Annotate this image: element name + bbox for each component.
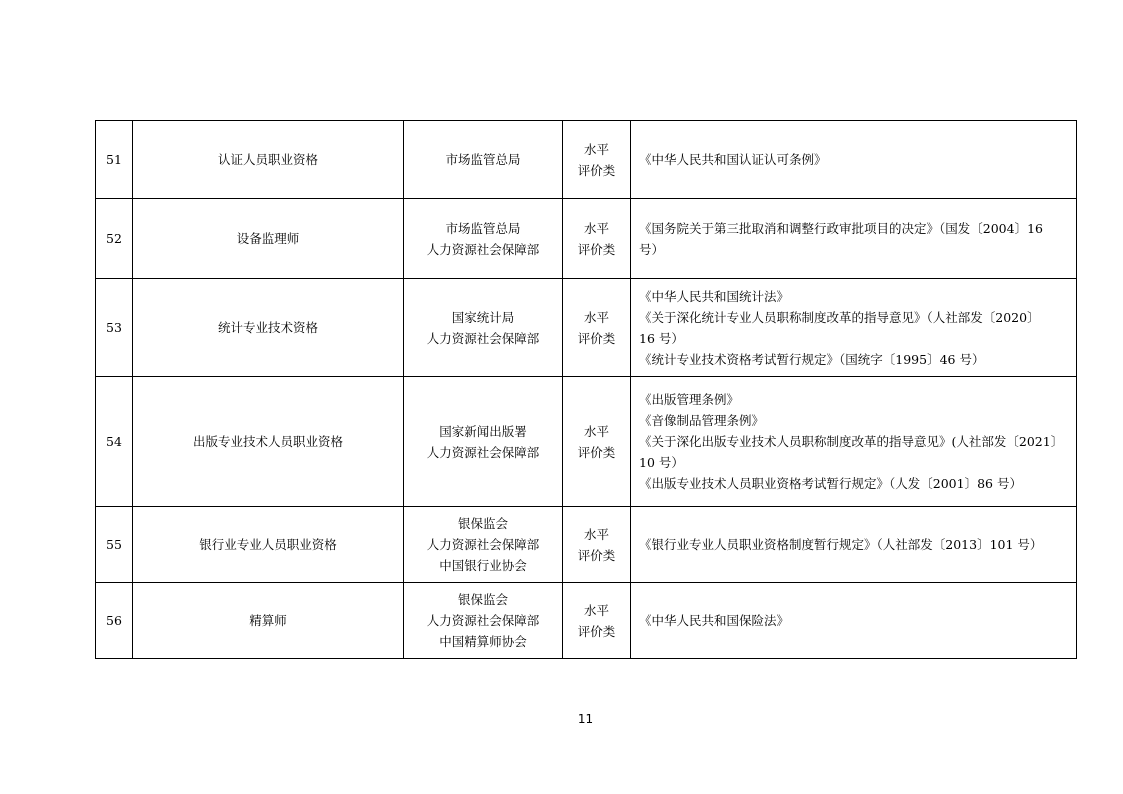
qualification-name-cell bbox=[133, 507, 404, 583]
qualification-name: 出版专业技术人员职业资格 bbox=[192, 434, 343, 449]
department-line: 国家统计局 bbox=[451, 309, 515, 325]
table-body bbox=[96, 121, 1077, 659]
row-number-cell bbox=[96, 377, 133, 507]
basis-line: 《出版管理条例》 bbox=[639, 392, 740, 407]
basis-line: 号） bbox=[639, 241, 665, 257]
department-line: 人力资源社会保障部 bbox=[426, 537, 540, 552]
table-row bbox=[96, 279, 1077, 377]
department-line: 中国银行业协会 bbox=[439, 558, 527, 573]
basis-cell bbox=[631, 583, 1077, 659]
qualification-name: 统计专业技术资格 bbox=[217, 320, 318, 335]
department-line: 人力资源社会保障部 bbox=[426, 613, 540, 628]
qualification-table bbox=[95, 120, 1077, 659]
department-cell bbox=[404, 377, 563, 507]
type-line: 评价类 bbox=[577, 162, 616, 178]
qualification-name: 银行业专业人员职业资格 bbox=[199, 537, 337, 552]
basis-cell bbox=[631, 377, 1077, 507]
table-row bbox=[96, 507, 1077, 583]
row-number: 55 bbox=[106, 537, 122, 552]
row-number-cell bbox=[96, 583, 133, 659]
type-line: 评价类 bbox=[577, 241, 616, 257]
department-cell bbox=[404, 121, 563, 199]
department-line: 国家新闻出版署 bbox=[439, 423, 527, 439]
qualification-name: 设备监理师 bbox=[236, 231, 300, 246]
basis-cell bbox=[631, 121, 1077, 199]
qualification-name-cell bbox=[133, 199, 404, 279]
type-cell bbox=[563, 279, 631, 377]
basis-line: 《中华人民共和国认证认可条例》 bbox=[639, 152, 827, 167]
row-number-cell bbox=[96, 507, 133, 583]
qualification-name-cell bbox=[133, 121, 404, 199]
type-line: 水平 bbox=[583, 526, 609, 542]
basis-line: 《音像制品管理条例》 bbox=[639, 413, 765, 428]
row-number-cell bbox=[96, 199, 133, 279]
department-cell bbox=[404, 279, 563, 377]
basis-line: 《出版专业技术人员职业资格考试暂行规定》（人发〔2001〕86 号） bbox=[639, 476, 1022, 491]
row-number: 51 bbox=[106, 152, 122, 167]
department-line: 银保监会 bbox=[457, 592, 508, 607]
department-cell bbox=[404, 507, 563, 583]
type-line: 评价类 bbox=[577, 330, 616, 346]
basis-line: 《中华人民共和国统计法》 bbox=[639, 288, 790, 304]
department-cell bbox=[404, 583, 563, 659]
department-cell bbox=[404, 199, 563, 279]
type-cell bbox=[563, 507, 631, 583]
basis-line: 10 号） bbox=[639, 455, 684, 470]
department-line: 中国精算师协会 bbox=[439, 634, 527, 649]
type-line: 水平 bbox=[583, 141, 609, 157]
row-number-cell bbox=[96, 279, 133, 377]
row-number: 52 bbox=[106, 231, 122, 246]
basis-cell bbox=[631, 199, 1077, 279]
basis-line: 16 号） bbox=[639, 330, 684, 346]
type-cell bbox=[563, 583, 631, 659]
department-line: 人力资源社会保障部 bbox=[426, 330, 540, 346]
row-number-cell bbox=[96, 121, 133, 199]
qualification-name-cell bbox=[133, 377, 404, 507]
department-line: 市场监管总局 bbox=[445, 220, 521, 236]
row-number: 56 bbox=[106, 613, 122, 628]
qualification-name-cell bbox=[133, 583, 404, 659]
department-line: 人力资源社会保障部 bbox=[426, 444, 540, 460]
department-line: 人力资源社会保障部 bbox=[426, 241, 540, 257]
table-row bbox=[96, 121, 1077, 199]
basis-line: 《中华人民共和国保险法》 bbox=[639, 613, 790, 628]
type-line: 水平 bbox=[583, 309, 609, 325]
type-line: 评价类 bbox=[577, 547, 616, 563]
type-line: 水平 bbox=[583, 220, 609, 236]
type-line: 水平 bbox=[583, 602, 609, 618]
basis-line: 《国务院关于第三批取消和调整行政审批项目的决定》（国发〔2004〕16 bbox=[639, 220, 1043, 236]
type-cell bbox=[563, 199, 631, 279]
table-row bbox=[96, 377, 1077, 507]
basis-line: 《关于深化出版专业技术人员职称制度改革的指导意见》(人社部发〔2021〕 bbox=[639, 434, 1064, 449]
basis-line: 《关于深化统计专业人员职称制度改革的指导意见》（人社部发〔2020〕 bbox=[639, 309, 1040, 325]
qualification-name: 认证人员职业资格 bbox=[217, 152, 318, 167]
table-row bbox=[96, 199, 1077, 279]
type-line: 评价类 bbox=[577, 623, 616, 639]
type-line: 评价类 bbox=[577, 444, 616, 460]
basis-line: 《银行业专业人员职业资格制度暂行规定》（人社部发〔2013〕101 号） bbox=[639, 537, 1043, 552]
row-number: 53 bbox=[106, 320, 122, 335]
type-cell bbox=[563, 377, 631, 507]
department-line: 银保监会 bbox=[457, 516, 508, 531]
page-number: 11 bbox=[577, 712, 594, 726]
table-row bbox=[96, 583, 1077, 659]
basis-line: 《统计专业技术资格考试暂行规定》（国统字〔1995〕46 号） bbox=[639, 351, 985, 367]
qualification-name: 精算师 bbox=[249, 613, 287, 628]
type-line: 水平 bbox=[583, 423, 609, 439]
basis-cell bbox=[631, 279, 1077, 377]
basis-cell bbox=[631, 507, 1077, 583]
qualification-name-cell bbox=[133, 279, 404, 377]
department-line: 市场监管总局 bbox=[445, 152, 521, 167]
type-cell bbox=[563, 121, 631, 199]
row-number: 54 bbox=[106, 434, 122, 449]
